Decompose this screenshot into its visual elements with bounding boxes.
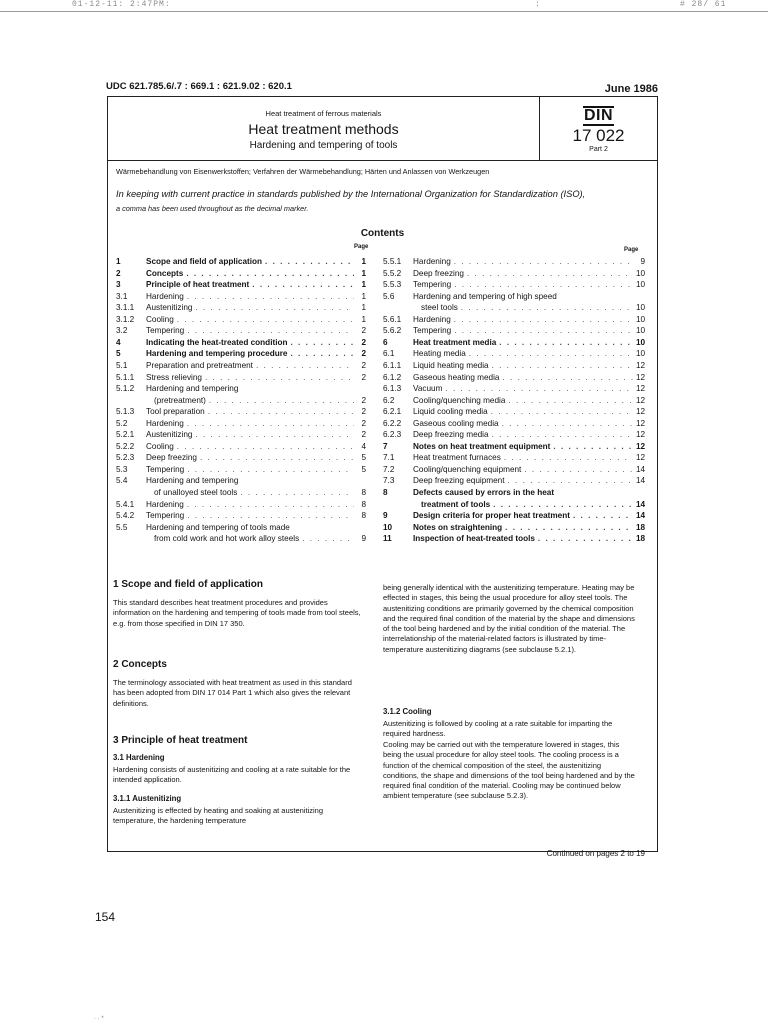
publication-date: June 1986 xyxy=(604,83,658,95)
toc-entry-title: Deep freezing media xyxy=(413,430,489,439)
toc-leader-dots xyxy=(187,500,354,509)
toc-entry xyxy=(116,430,366,441)
toc-entry xyxy=(116,315,366,326)
toc-entry-page: 9 xyxy=(361,534,366,543)
toc-entry-title: Hardening xyxy=(413,315,451,324)
series-title: Heat treatment of ferrous materials xyxy=(265,109,382,118)
toc-entry-page: 2 xyxy=(361,396,366,405)
toc-entry-number: 5.3 xyxy=(116,465,128,474)
toc-entry-title: Stress relieving xyxy=(146,373,202,382)
toc-entry-number: 5.6 xyxy=(383,292,395,301)
toc-entry-title: Gaseous cooling media xyxy=(413,419,499,428)
toc-entry-page: 12 xyxy=(636,361,646,370)
toc-entry-page: 14 xyxy=(636,500,646,509)
toc-entry-number: 7.3 xyxy=(383,476,395,485)
toc-entry xyxy=(383,326,645,337)
continued-note: Continued on pages 2 to 19 xyxy=(546,849,645,858)
toc-entry-number: 6 xyxy=(383,338,388,347)
toc-entry-number: 5.2.2 xyxy=(116,442,135,451)
toc-leader-dots xyxy=(492,361,633,370)
toc-entry-number: 10 xyxy=(383,523,393,532)
page-number: 154 xyxy=(95,910,116,924)
toc-entry-title: Notes on heat treatment equipment xyxy=(413,442,551,451)
toc-entry-page: 10 xyxy=(636,269,646,278)
toc-leader-dots xyxy=(454,257,633,266)
toc-entry xyxy=(383,465,645,476)
page-column-label-left: Page xyxy=(354,244,369,250)
toc-entry-title: Cooling xyxy=(146,442,174,451)
toc-entry-title: (pretreatment) xyxy=(154,396,206,405)
toc-leader-dots xyxy=(467,269,633,278)
toc-entry-title: Deep freezing xyxy=(146,453,197,462)
toc-entry-number: 6.2.3 xyxy=(383,430,402,439)
cooling-text-1: Austenitizing is followed by cooling at a rate suitable for imparting the required hardness. xyxy=(383,719,613,739)
toc-leader-dots xyxy=(454,315,633,324)
toc-entry-page: 1 xyxy=(361,257,366,266)
toc-leader-dots xyxy=(186,269,354,278)
toc-entry xyxy=(116,303,366,314)
toc-entry-number: 5 xyxy=(116,349,121,358)
toc-entry xyxy=(383,303,645,314)
toc-entry-title: Tempering xyxy=(146,511,185,520)
toc-leader-dots xyxy=(445,384,633,393)
fax-separator: : xyxy=(535,0,541,9)
section-1-heading: 1 Scope and field of application xyxy=(113,579,264,590)
toc-entry-page: 2 xyxy=(361,430,366,439)
toc-entry xyxy=(383,476,645,487)
toc-entry xyxy=(383,442,645,453)
toc-leader-dots xyxy=(205,373,354,382)
title-block xyxy=(108,97,540,160)
toc-entry-page: 2 xyxy=(361,419,366,428)
toc-entry-title: Indicating the heat-treated condition xyxy=(146,338,288,347)
toc-entry xyxy=(383,269,645,280)
toc-entry-page: 10 xyxy=(636,338,646,347)
toc-entry-number: 5.6.2 xyxy=(383,326,402,335)
toc-entry-title: Heat treatment furnaces xyxy=(413,453,501,462)
toc-leader-dots xyxy=(265,257,354,266)
toc-entry xyxy=(383,396,645,407)
toc-entry-title: Tool preparation xyxy=(146,407,205,416)
toc-entry-page: 2 xyxy=(361,361,366,370)
iso-statement: In keeping with current practice in standards published by the International Organization for Standardization (ISO), xyxy=(116,189,586,199)
toc-entry-page: 12 xyxy=(636,442,646,451)
austenitizing-continued-text: being generally identical with the austenitizing temperature. Heating may be effected in stages, this being the usual procedure for alloy steel tools. The austenitizing conditions are primarily governed by the chemical composition and the required final condition of the material by the shape and dimensions of the tool being hardened and by the initial condition of the material. The interrelationship of the material-related factors is illustrated by time-temperature austenitizing diagrams (see subclause 5.2.1). xyxy=(383,583,635,654)
toc-entry-number: 6.1 xyxy=(383,349,395,358)
toc-entry-number: 5.5.3 xyxy=(383,280,402,289)
toc-entry-page: 12 xyxy=(636,453,646,462)
toc-entry-title: Concepts xyxy=(146,269,184,278)
toc-entry xyxy=(383,419,645,430)
section-3-1-text: Hardening consists of austenitizing and cooling at a rate suitable for the intended application. xyxy=(113,765,351,785)
toc-entry xyxy=(383,384,645,395)
decimal-marker-note: a comma has been used throughout as the decimal marker. xyxy=(116,204,309,213)
toc-entry xyxy=(383,257,645,268)
toc-entry-title: Hardening xyxy=(146,292,184,301)
toc-entry-title: Cooling/quenching equipment xyxy=(413,465,522,474)
toc-entry xyxy=(116,465,366,476)
toc-entry-page: 8 xyxy=(361,500,366,509)
toc-entry xyxy=(116,488,366,499)
toc-entry xyxy=(116,419,366,430)
fax-timestamp: 01-12-11: 2:47PM: xyxy=(72,0,171,9)
toc-entry xyxy=(116,442,366,453)
toc-entry-title: Heating media xyxy=(413,349,466,358)
section-3-1-1-heading: 3.1.1 Austenitizing xyxy=(113,794,182,803)
toc-entry-number: 3 xyxy=(116,280,121,289)
toc-entry xyxy=(116,407,366,418)
document-subtitle: Hardening and tempering of tools xyxy=(249,140,398,151)
toc-entry-number: 6.1.3 xyxy=(383,384,402,393)
toc-entry-page: 12 xyxy=(636,373,646,382)
toc-entry-number: 8 xyxy=(383,488,388,497)
toc-entry-number: 6.1.2 xyxy=(383,373,402,382)
toc-leader-dots xyxy=(573,511,633,520)
toc-entry-number: 5.6.1 xyxy=(383,315,402,324)
toc-entry xyxy=(116,384,366,395)
toc-leader-dots xyxy=(508,396,633,405)
toc-entry-number: 6.2.2 xyxy=(383,419,402,428)
toc-leader-dots xyxy=(290,349,354,358)
toc-leader-dots xyxy=(492,430,633,439)
toc-entry-number: 5.1.3 xyxy=(116,407,135,416)
toc-entry-page: 10 xyxy=(636,349,646,358)
toc-entry-number: 2 xyxy=(116,269,121,278)
toc-entry-number: 7.2 xyxy=(383,465,395,474)
toc-entry xyxy=(383,280,645,291)
toc-entry-number: 5.2.1 xyxy=(116,430,135,439)
toc-entry-page: 10 xyxy=(636,280,646,289)
toc-entry-title: Scope and field of application xyxy=(146,257,263,266)
section-3-1-heading: 3.1 Hardening xyxy=(113,753,165,762)
scan-artifact-mark: · · * xyxy=(94,1016,104,1022)
cooling-text-2: Cooling may be carried out with the temperature lowered in stages, this being the usual procedure for alloy steel tools. The cooling process is a function of the chemical composition of the steel, the austenitizing conditions, the shape and dimensions of the tool being hardened and by the required final condition of the material. Cooling may be continued below ambient temperature (see subclause 5.2.3). xyxy=(383,740,635,801)
toc-entry-number: 5.1 xyxy=(116,361,128,370)
toc-entry xyxy=(383,534,645,545)
toc-leader-dots xyxy=(252,280,354,289)
toc-entry-page: 1 xyxy=(361,315,366,324)
toc-entry-page: 2 xyxy=(361,407,366,416)
toc-entry-number: 5.1.2 xyxy=(116,384,135,393)
toc-entry-title: Design criteria for proper heat treatment xyxy=(413,511,570,520)
toc-entry xyxy=(116,326,366,337)
toc-entry-page: 8 xyxy=(361,488,366,497)
toc-entry-page: 10 xyxy=(636,326,646,335)
contents-list-left xyxy=(116,257,366,562)
toc-entry-page: 1 xyxy=(361,280,366,289)
fax-page-count: # 28/ 61 xyxy=(680,0,727,9)
toc-entry-title: Hardening and tempering procedure xyxy=(146,349,288,358)
toc-entry-title: Principle of heat treatment xyxy=(146,280,250,289)
toc-leader-dots xyxy=(256,361,354,370)
toc-entry-page: 9 xyxy=(640,257,645,266)
toc-entry xyxy=(116,511,366,522)
toc-entry-page: 5 xyxy=(361,453,366,462)
document-frame xyxy=(107,96,658,858)
din-block xyxy=(540,97,657,160)
toc-leader-dots xyxy=(177,442,354,451)
toc-entry xyxy=(116,373,366,384)
udc-classification: UDC 621.785.6/.7 : 669.1 : 621.9.02 : 620.1 xyxy=(106,81,292,92)
toc-entry xyxy=(383,523,645,534)
fax-rule xyxy=(0,11,768,12)
din-number: 17 022 xyxy=(572,126,625,145)
toc-entry-title: Hardening and tempering xyxy=(146,476,239,485)
toc-leader-dots xyxy=(469,349,633,358)
toc-entry-number: 9 xyxy=(383,511,388,520)
toc-entry-number: 6.2.1 xyxy=(383,407,402,416)
toc-entry-page: 12 xyxy=(636,430,646,439)
toc-entry-title: Hardening xyxy=(146,500,184,509)
toc-leader-dots xyxy=(187,292,354,301)
section-2-text: The terminology associated with heat treatment as used in this standard has been adopted from DIN 17 014 Part 1 which also gives the relevant definitions. xyxy=(113,678,352,708)
toc-entry-title: Preparation and pretreatment xyxy=(146,361,253,370)
toc-leader-dots xyxy=(195,430,354,439)
toc-leader-dots xyxy=(505,523,633,532)
toc-entry-title: Hardening and tempering xyxy=(146,384,239,393)
toc-entry xyxy=(383,292,645,303)
toc-entry-number: 5.5.1 xyxy=(383,257,402,266)
toc-entry xyxy=(383,315,645,326)
toc-entry-page: 8 xyxy=(361,511,366,520)
toc-entry-page: 2 xyxy=(361,338,366,347)
toc-entry-page: 1 xyxy=(361,292,366,301)
toc-entry-title: Vacuum xyxy=(413,384,443,393)
toc-leader-dots xyxy=(187,465,354,474)
toc-entry xyxy=(116,292,366,303)
toc-entry-title: Tempering xyxy=(146,326,185,335)
toc-entry-number: 5.4.1 xyxy=(116,500,135,509)
toc-entry xyxy=(383,511,645,522)
toc-leader-dots xyxy=(524,465,633,474)
toc-leader-dots xyxy=(454,280,633,289)
section-3-1-2-heading: 3.1.2 Cooling xyxy=(383,707,432,716)
toc-entry xyxy=(383,500,645,511)
toc-entry-number: 1 xyxy=(116,257,121,266)
toc-entry-page: 4 xyxy=(361,442,366,451)
toc-entry-title: Defects caused by errors in the heat xyxy=(413,488,555,497)
toc-entry-number: 7.1 xyxy=(383,453,395,462)
toc-entry-title: Liquid cooling media xyxy=(413,407,488,416)
toc-entry-title: steel tools xyxy=(421,303,458,312)
din-logo: DIN xyxy=(583,107,614,124)
toc-entry-title: Liquid heating media xyxy=(413,361,489,370)
toc-entry-page: 12 xyxy=(636,384,646,393)
toc-entry-number: 3.1 xyxy=(116,292,128,301)
toc-entry-page: 14 xyxy=(636,511,646,520)
din-part: Part 2 xyxy=(589,146,608,153)
toc-entry-title: Notes on straightening xyxy=(413,523,503,532)
toc-entry-title: Tempering xyxy=(146,465,185,474)
toc-entry-number: 5.4.2 xyxy=(116,511,135,520)
toc-entry xyxy=(116,361,366,372)
toc-entry-title: from cold work and hot work alloy steels xyxy=(154,534,300,543)
toc-entry-title: of unalloyed steel tools xyxy=(154,488,238,497)
toc-entry xyxy=(383,349,645,360)
toc-leader-dots xyxy=(491,407,633,416)
contents-heading: Contents xyxy=(360,228,405,239)
toc-leader-dots xyxy=(209,396,354,405)
toc-entry xyxy=(383,361,645,372)
toc-entry-title: Hardening and tempering of tools made xyxy=(146,523,290,532)
toc-entry xyxy=(116,476,366,487)
toc-entry-page: 18 xyxy=(636,523,646,532)
toc-leader-dots xyxy=(508,476,634,485)
toc-entry-title: Cooling xyxy=(146,315,174,324)
toc-leader-dots xyxy=(187,419,354,428)
toc-entry-title: Tempering xyxy=(413,326,452,335)
toc-leader-dots xyxy=(208,407,354,416)
toc-entry-title: Gaseous heating media xyxy=(413,373,500,382)
toc-leader-dots xyxy=(187,511,354,520)
toc-entry-number: 5.5.2 xyxy=(383,269,402,278)
toc-entry xyxy=(116,349,366,360)
toc-entry xyxy=(116,453,366,464)
toc-entry xyxy=(383,373,645,384)
toc-entry-number: 5.4 xyxy=(116,476,128,485)
toc-entry xyxy=(383,338,645,349)
toc-entry xyxy=(116,338,366,349)
toc-entry-title: Hardening and tempering of high speed xyxy=(413,292,557,301)
toc-entry-page: 12 xyxy=(636,407,646,416)
toc-entry-page: 1 xyxy=(361,269,366,278)
toc-leader-dots xyxy=(538,534,633,543)
toc-entry-page: 2 xyxy=(361,326,366,335)
toc-entry-page: 10 xyxy=(636,315,646,324)
toc-entry-number: 3.2 xyxy=(116,326,128,335)
toc-entry-title: Tempering xyxy=(413,280,452,289)
toc-entry-page: 10 xyxy=(636,303,646,312)
toc-leader-dots xyxy=(302,534,354,543)
toc-leader-dots xyxy=(195,303,354,312)
toc-entry-number: 6.2 xyxy=(383,396,395,405)
toc-entry xyxy=(383,430,645,441)
toc-leader-dots xyxy=(454,326,633,335)
toc-entry-page: 12 xyxy=(636,396,646,405)
section-3-1-1-text: Austenitizing is effected by heating and soaking at austenitizing temperature, the hardening temperature xyxy=(113,806,323,826)
toc-entry-page: 5 xyxy=(361,465,366,474)
section-1-text: This standard describes heat treatment procedures and provides information on the hardening and tempering of tools made from tool steels, e.g. from those specified in DIN 17 350. xyxy=(113,598,361,628)
toc-entry xyxy=(116,534,366,545)
toc-entry-number: 7 xyxy=(383,442,388,451)
toc-entry-number: 3.1.2 xyxy=(116,315,135,324)
toc-entry xyxy=(116,280,366,291)
toc-leader-dots xyxy=(502,419,633,428)
body-column-left xyxy=(113,580,368,840)
toc-entry xyxy=(116,500,366,511)
toc-entry-number: 5.2.3 xyxy=(116,453,135,462)
toc-entry-title: Hardening xyxy=(146,419,184,428)
toc-entry-page: 14 xyxy=(636,465,646,474)
toc-leader-dots xyxy=(200,453,354,462)
toc-entry-number: 5.2 xyxy=(116,419,128,428)
toc-leader-dots xyxy=(240,488,354,497)
toc-entry-number: 4 xyxy=(116,338,121,347)
toc-entry-number: 5.5 xyxy=(116,523,128,532)
section-3-heading: 3 Principle of heat treatment xyxy=(113,735,248,746)
toc-entry xyxy=(116,257,366,268)
toc-leader-dots xyxy=(504,453,633,462)
section-2-heading: 2 Concepts xyxy=(113,659,167,670)
toc-entry-title: Inspection of heat-treated tools xyxy=(413,534,535,543)
toc-entry-title: Heat treatment media xyxy=(413,338,497,347)
toc-entry-title: Deep freezing xyxy=(413,269,464,278)
toc-entry xyxy=(383,453,645,464)
toc-entry-page: 12 xyxy=(636,419,646,428)
toc-entry-title: Deep freezing equipment xyxy=(413,476,505,485)
page-column-label-right: Page xyxy=(624,247,639,253)
toc-entry-title: Hardening xyxy=(413,257,451,266)
contents-list-right xyxy=(383,257,645,562)
toc-entry-page: 2 xyxy=(361,373,366,382)
toc-entry-page: 14 xyxy=(636,476,646,485)
toc-entry-number: 6.1.1 xyxy=(383,361,402,370)
toc-entry-title: treatment of tools xyxy=(421,500,491,509)
toc-leader-dots xyxy=(461,303,633,312)
toc-entry-number: 3.1.1 xyxy=(116,303,135,312)
german-title: Wärmebehandlung von Eisenwerkstoffen; Verfahren der Wärmebehandlung; Härten und Anlassen von Werkzeugen xyxy=(116,167,490,176)
toc-entry-number: 11 xyxy=(383,534,392,543)
toc-leader-dots xyxy=(187,326,354,335)
toc-leader-dots xyxy=(177,315,354,324)
toc-entry-title: Austenitizing xyxy=(146,430,193,439)
toc-entry-page: 18 xyxy=(636,534,646,543)
toc-leader-dots xyxy=(553,442,633,451)
body-column-right xyxy=(383,583,645,843)
toc-entry xyxy=(116,269,366,280)
toc-leader-dots xyxy=(493,500,633,509)
title-header xyxy=(108,97,657,161)
toc-entry-page: 2 xyxy=(361,349,366,358)
toc-leader-dots xyxy=(290,338,354,347)
toc-entry xyxy=(116,523,366,534)
toc-entry xyxy=(383,407,645,418)
toc-leader-dots xyxy=(502,373,633,382)
toc-entry xyxy=(116,396,366,407)
document-title: Heat treatment methods xyxy=(248,121,399,137)
toc-entry-title: Austenitizing xyxy=(146,303,193,312)
toc-entry xyxy=(383,488,645,499)
toc-entry-number: 5.1.1 xyxy=(116,373,135,382)
toc-entry-title: Cooling/quenching media xyxy=(413,396,506,405)
toc-entry-page: 1 xyxy=(361,303,366,312)
toc-leader-dots xyxy=(499,338,633,347)
